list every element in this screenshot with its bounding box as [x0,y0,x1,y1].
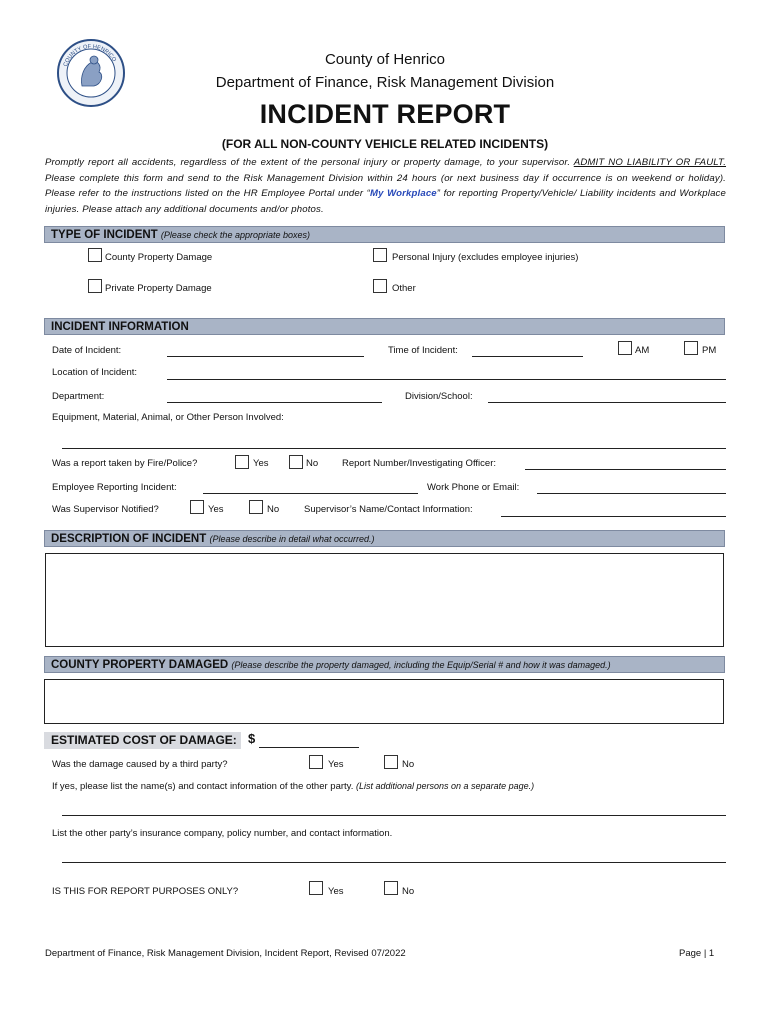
employee-field[interactable] [203,493,418,494]
report-only-no-label: No [402,886,415,897]
department-label: Department: [52,391,105,402]
report-number-field[interactable] [525,469,726,470]
equipment-label: Equipment, Material, Animal, or Other Person Involved: [52,412,284,423]
third-party-label: Was the damage caused by a third party? [52,759,228,770]
equipment-field[interactable] [62,448,726,449]
page-number: Page | 1 [679,948,715,959]
report-only-yes-checkbox[interactable] [309,881,323,895]
fire-police-yes-label: Yes [253,458,269,469]
supervisor-notified-label: Was Supervisor Notified? [52,504,159,515]
other-checkbox[interactable] [373,279,387,293]
county-property-label: County Property Damage [105,252,213,263]
other-party-names-label: If yes, please list the name(s) and contact information of the other party. (List additional persons on a separate page.) [52,781,535,792]
date-field[interactable] [167,356,364,357]
division-label: Division/School: [405,391,473,402]
am-label: AM [635,345,650,356]
estimated-cost-label: ESTIMATED COST OF DAMAGE: [44,732,241,749]
property-damaged-header: COUNTY PROPERTY DAMAGED (Please describe the property damaged, including the Equip/Serial # and how it was damaged.) [44,656,725,673]
estimated-cost-field[interactable] [259,747,359,748]
location-field[interactable] [167,379,726,380]
currency-symbol: $ [248,731,256,746]
other-label: Other [392,283,416,294]
my-workplace-link[interactable]: My Workplace [370,188,437,200]
third-party-no-label: No [402,759,415,770]
division-field[interactable] [488,402,726,403]
report-number-label: Report Number/Investigating Officer: [342,458,497,469]
department-field[interactable] [167,402,382,403]
incident-information-header: INCIDENT INFORMATION [44,318,725,335]
property-damaged-textarea[interactable] [44,679,724,724]
county-property-checkbox[interactable] [88,248,102,262]
work-phone-field[interactable] [537,493,726,494]
county-name: County of Henrico [324,51,446,68]
employee-label: Employee Reporting Incident: [52,482,177,493]
pm-checkbox[interactable] [684,341,698,355]
footer-text: Department of Finance, Risk Management Division, Incident Report, Revised 07/2022 [45,948,406,959]
report-only-no-checkbox[interactable] [384,881,398,895]
county-seal-logo [56,38,126,108]
other-party-names-field[interactable] [62,815,726,816]
supervisor-no-checkbox[interactable] [249,500,263,514]
fire-police-yes-checkbox[interactable] [235,455,249,469]
description-textarea[interactable] [45,553,724,647]
supervisor-contact-label: Supervisor’s Name/Contact Information: [304,504,473,515]
report-only-yes-label: Yes [328,886,344,897]
description-header: DESCRIPTION OF INCIDENT (Please describe in detail what occurred.) [44,530,725,547]
department-name: Department of Finance, Risk Management Division [215,74,555,91]
insurance-label: List the other party’s insurance company, policy number, and contact information. [52,828,393,839]
third-party-no-checkbox[interactable] [384,755,398,769]
seal-text: COUNTY OF HENRICO [62,43,117,68]
third-party-yes-checkbox[interactable] [309,755,323,769]
personal-injury-label: Personal Injury (excludes employee injuries) [392,252,579,263]
am-checkbox[interactable] [618,341,632,355]
instructions-paragraph: Promptly report all accidents, regardless of the extent of the personal injury or property damage, to your supervisor. ADMIT NO LIABILITY OR FAULT. Please complete this form and send to the Risk Management Division within 24 hours (or next business day if occurrence is on weekend or holiday). Please refer to the instructions listed on the HR Employee Portal under “My Workplace” for reporting Property/Vehicle/ Liability incidents and Workplace injuries. Please attach any additional documents and/or photos. [45,157,727,215]
supervisor-yes-label: Yes [208,504,224,515]
fire-police-label: Was a report taken by Fire/Police? [52,458,198,469]
fire-police-no-checkbox[interactable] [289,455,303,469]
personal-injury-checkbox[interactable] [373,248,387,262]
private-property-label: Private Property Damage [105,283,212,294]
supervisor-no-label: No [267,504,280,515]
date-label: Date of Incident: [52,345,122,356]
pm-label: PM [702,345,717,356]
time-label: Time of Incident: [388,345,458,356]
supervisor-yes-checkbox[interactable] [190,500,204,514]
location-label: Location of Incident: [52,367,138,378]
type-of-incident-header: TYPE OF INCIDENT (Please check the appropriate boxes) [44,226,725,243]
work-phone-label: Work Phone or Email: [427,482,520,493]
page-subtitle: (FOR ALL NON-COUNTY VEHICLE RELATED INCIDENTS) [221,137,549,151]
page-title: INCIDENT REPORT [259,99,511,129]
supervisor-contact-field[interactable] [501,516,726,517]
insurance-field[interactable] [62,862,726,863]
time-field[interactable] [472,356,583,357]
fire-police-no-label: No [306,458,319,469]
report-only-label: IS THIS FOR REPORT PURPOSES ONLY? [52,886,239,897]
third-party-yes-label: Yes [328,759,344,770]
private-property-checkbox[interactable] [88,279,102,293]
